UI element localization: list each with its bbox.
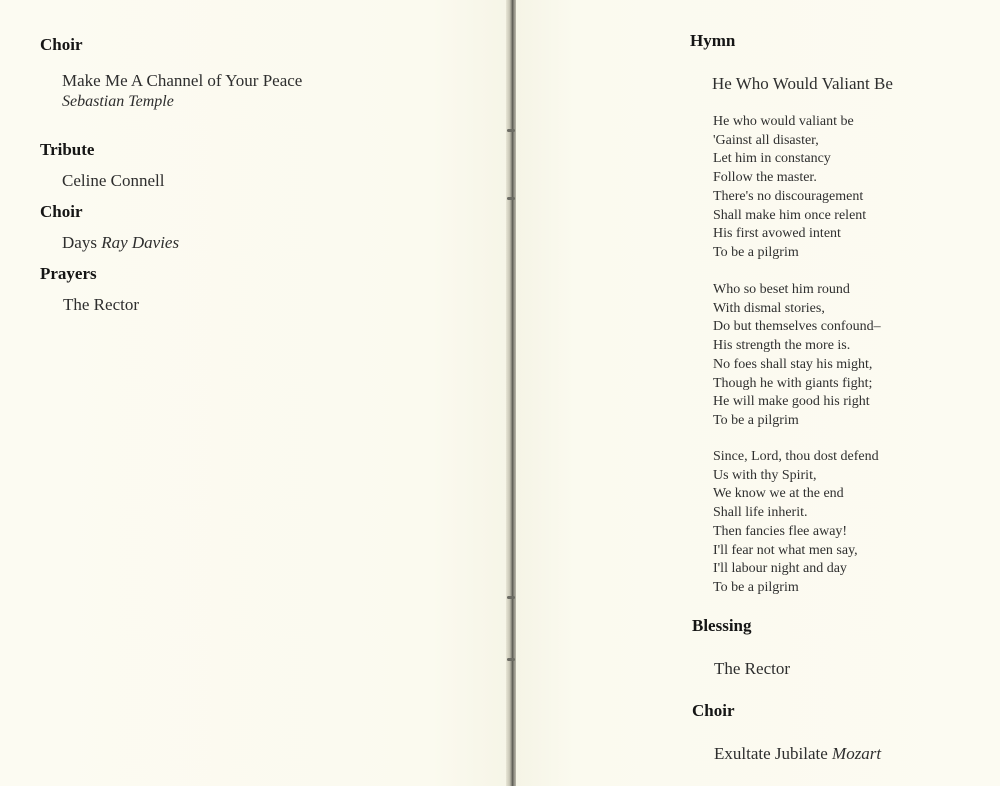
choir-1-piece-title: Make Me A Channel of Your Peace bbox=[62, 71, 303, 90]
choir-heading-1: Choir bbox=[40, 35, 83, 54]
verse-line: To be a pilgrim bbox=[713, 244, 799, 260]
verse-line: 'Gainst all disaster, bbox=[713, 132, 819, 148]
verse-line: Since, Lord, thou dost defend bbox=[713, 449, 879, 464]
choir-3-piece-title: Exultate Jubilate bbox=[714, 744, 828, 763]
verse-line: He who would valiant be bbox=[713, 114, 854, 129]
verse-line: Though he with giants fight; bbox=[713, 375, 873, 391]
verse-line: Shall life inherit. bbox=[713, 505, 808, 521]
choir-2-piece bbox=[62, 233, 179, 253]
prayers-leader: The Rector bbox=[63, 295, 139, 314]
prayers-heading: Prayers bbox=[40, 264, 97, 283]
verse-line: With dismal stories, bbox=[713, 300, 825, 316]
blessing-leader: The Rector bbox=[714, 659, 790, 678]
verse-line: To be a pilgrim bbox=[713, 412, 799, 428]
verse-line: Who so beset him round bbox=[713, 282, 850, 297]
choir-heading-2: Choir bbox=[40, 202, 83, 221]
hymn-verse-3 bbox=[713, 448, 879, 598]
choir-2-composer: Ray Davies bbox=[101, 233, 180, 252]
hymn-verse-1 bbox=[713, 113, 866, 263]
blessing-heading: Blessing bbox=[692, 616, 752, 635]
tribute-heading: Tribute bbox=[40, 140, 95, 159]
verse-line: We know we at the end bbox=[713, 486, 844, 502]
verse-line: His strength the more is. bbox=[713, 338, 851, 354]
verse-line: Let him in constancy bbox=[713, 151, 831, 167]
verse-line: Follow the master. bbox=[713, 170, 817, 186]
verse-line: There's no discouragement bbox=[713, 188, 864, 204]
verse-line: Shall make him once relent bbox=[713, 207, 867, 223]
hymn-heading: Hymn bbox=[690, 31, 736, 50]
choir-3-composer: Mozart bbox=[832, 744, 882, 763]
choir-1-composer: Sebastian Temple bbox=[62, 93, 174, 110]
hymn-verse-2 bbox=[713, 281, 881, 431]
hymn-title: He Who Would Valiant Be bbox=[712, 74, 893, 93]
choir-heading-3: Choir bbox=[692, 701, 735, 720]
verse-line: I'll labour night and day bbox=[713, 561, 847, 577]
choir-3-piece bbox=[714, 744, 881, 764]
verse-line: I'll fear not what men say, bbox=[713, 542, 858, 558]
verse-line: No foes shall stay his might, bbox=[713, 356, 873, 372]
verse-line: His first avowed intent bbox=[713, 226, 841, 242]
choir-2-piece-title: Days bbox=[62, 233, 97, 252]
tribute-speaker: Celine Connell bbox=[62, 171, 165, 190]
right-page bbox=[516, 0, 1000, 786]
verse-line: To be a pilgrim bbox=[713, 579, 799, 595]
verse-line: He will make good his right bbox=[713, 394, 870, 410]
verse-line: Us with thy Spirit, bbox=[713, 467, 817, 483]
verse-line: Do but themselves confound– bbox=[713, 319, 881, 335]
verse-line: Then fancies flee away! bbox=[713, 523, 848, 539]
